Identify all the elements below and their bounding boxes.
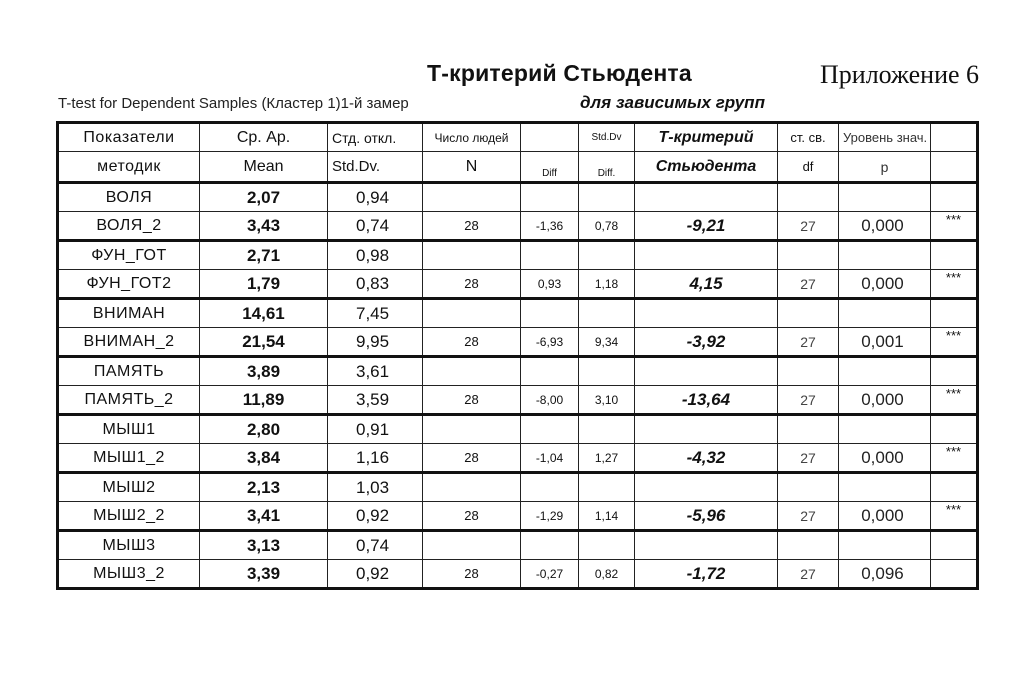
table-row-cell: -3,92 [635, 328, 778, 357]
table-row-cell [521, 415, 579, 444]
table-row-cell [579, 241, 635, 270]
table-row-cell: МЫШ1_2 [58, 444, 200, 473]
table-row-cell: -1,72 [635, 560, 778, 589]
header-row-cell: Стьюдента [635, 152, 778, 183]
table-row-cell: 0,000 [839, 444, 931, 473]
table-row-cell [579, 299, 635, 328]
table-row-cell: 0,74 [328, 531, 423, 560]
table-row-cell: ВОЛЯ [58, 183, 200, 212]
table-row-cell: 28 [423, 502, 521, 531]
table-row-cell: 1,27 [579, 444, 635, 473]
table-row-cell [521, 473, 579, 502]
table-row-cell [931, 183, 978, 212]
table-row-cell: ВНИМАН_2 [58, 328, 200, 357]
table-row-cell: 3,39 [200, 560, 328, 589]
group-label: для зависимых групп [580, 93, 765, 112]
table-row-cell: МЫШ1 [58, 415, 200, 444]
table-row [58, 386, 978, 415]
table-row-cell [778, 415, 839, 444]
table-row-cell [778, 473, 839, 502]
table-row-cell [635, 415, 778, 444]
table-row-cell [423, 473, 521, 502]
table-row-cell [579, 415, 635, 444]
table-row-cell [423, 531, 521, 560]
table-row-cell: 0,74 [328, 212, 423, 241]
table-row-cell [839, 415, 931, 444]
table-row-cell: 27 [778, 212, 839, 241]
table-row-cell: 14,61 [200, 299, 328, 328]
table-row-cell: МЫШ3_2 [58, 560, 200, 589]
table-row-cell [839, 299, 931, 328]
table-row-cell: 2,80 [200, 415, 328, 444]
table-row-cell [839, 531, 931, 560]
table-row-cell [635, 473, 778, 502]
table-row-cell: 27 [778, 444, 839, 473]
table-row-cell [778, 357, 839, 386]
header-row-cell: Т-критерий [635, 123, 778, 152]
table-row-cell: 28 [423, 212, 521, 241]
table-row-cell: 0,82 [579, 560, 635, 589]
table-row-cell [423, 415, 521, 444]
table-row-cell: МЫШ3 [58, 531, 200, 560]
table-row-cell: 1,03 [328, 473, 423, 502]
table-row-cell: 2,71 [200, 241, 328, 270]
table-row-cell: 2,13 [200, 473, 328, 502]
table-row-cell: 28 [423, 386, 521, 415]
table-row [58, 415, 978, 444]
table-row-cell [839, 183, 931, 212]
table-row-cell: 3,41 [200, 502, 328, 531]
table-row [58, 560, 978, 589]
header-row-cell: Уровень знач. [839, 123, 931, 152]
table-row-cell [635, 183, 778, 212]
table-row-cell: *** [931, 386, 978, 415]
table-row-cell: МЫШ2 [58, 473, 200, 502]
table-row-cell: 3,84 [200, 444, 328, 473]
table-row-cell: МЫШ2_2 [58, 502, 200, 531]
table-row [58, 241, 978, 270]
table-row-cell [931, 299, 978, 328]
table-row-cell: 0,001 [839, 328, 931, 357]
table-row-cell: 1,16 [328, 444, 423, 473]
table-row-cell: 9,34 [579, 328, 635, 357]
table-row-cell [931, 531, 978, 560]
table-row-cell: ПАМЯТЬ_2 [58, 386, 200, 415]
table-row-cell: *** [931, 502, 978, 531]
table-row-cell [423, 183, 521, 212]
appendix-label: Приложение 6 [820, 60, 980, 89]
table-row-cell: ВОЛЯ_2 [58, 212, 200, 241]
table-row-cell: 3,43 [200, 212, 328, 241]
page-title: Т-критерий Стьюдента [427, 60, 692, 86]
table-row-cell: 1,79 [200, 270, 328, 299]
table-row-cell: 0,92 [328, 560, 423, 589]
table-row-cell: 3,10 [579, 386, 635, 415]
table-row-cell: -8,00 [521, 386, 579, 415]
header-row [58, 152, 978, 183]
table-row [58, 531, 978, 560]
table-row [58, 212, 978, 241]
table-row-cell [839, 357, 931, 386]
header-row-cell: Std.Dv [579, 123, 635, 152]
table-row-cell: 0,000 [839, 212, 931, 241]
t-test-table [56, 121, 979, 590]
table-row-cell: ВНИМАН [58, 299, 200, 328]
table-row-cell [931, 241, 978, 270]
header-row-cell: df [778, 152, 839, 183]
table-row-cell [521, 183, 579, 212]
table-row-cell: 27 [778, 502, 839, 531]
table-row-cell: *** [931, 328, 978, 357]
table-row [58, 357, 978, 386]
header-row-cell [521, 123, 579, 152]
table-row-cell [778, 299, 839, 328]
table-row-cell: *** [931, 444, 978, 473]
header-row-cell: N [423, 152, 521, 183]
header-row-cell: методик [58, 152, 200, 183]
table-row-cell: -5,96 [635, 502, 778, 531]
header-row-cell [931, 123, 978, 152]
table-row-cell: 27 [778, 386, 839, 415]
table-row-cell [423, 299, 521, 328]
table-row-cell: 11,89 [200, 386, 328, 415]
table-row-cell: 0,78 [579, 212, 635, 241]
table-row-cell [521, 241, 579, 270]
header-row-cell: Ср. Ар. [200, 123, 328, 152]
table-row [58, 502, 978, 531]
table-row-cell: 27 [778, 328, 839, 357]
table-row-cell [423, 241, 521, 270]
table-row-cell: 1,14 [579, 502, 635, 531]
table-row-cell: 27 [778, 560, 839, 589]
table-row-cell: 9,95 [328, 328, 423, 357]
table-row-cell [635, 241, 778, 270]
table-row-cell: 3,13 [200, 531, 328, 560]
table-row-cell: ФУН_ГОТ [58, 241, 200, 270]
table-row-cell [423, 357, 521, 386]
table-row-cell: 0,94 [328, 183, 423, 212]
table-row-cell: -1,04 [521, 444, 579, 473]
table-row [58, 444, 978, 473]
table-row-cell: ФУН_ГОТ2 [58, 270, 200, 299]
table-row-cell: 3,61 [328, 357, 423, 386]
table-row-cell: 0,000 [839, 386, 931, 415]
table-row [58, 473, 978, 502]
table-row-cell: 3,59 [328, 386, 423, 415]
table-row-cell [635, 531, 778, 560]
table-row-cell: 0,91 [328, 415, 423, 444]
table-row-cell: 28 [423, 560, 521, 589]
table-row-cell: 27 [778, 270, 839, 299]
table-row-cell: -0,27 [521, 560, 579, 589]
table-row-cell [521, 357, 579, 386]
table-row-cell: 3,89 [200, 357, 328, 386]
table-row-cell: *** [931, 212, 978, 241]
table-row-cell [579, 357, 635, 386]
table-row-cell: *** [931, 270, 978, 299]
table-row-cell: 28 [423, 328, 521, 357]
header-row [58, 123, 978, 152]
table-subtitle: T-test for Dependent Samples (Кластер 1)1-й замер [58, 95, 409, 112]
table-row-cell: -1,29 [521, 502, 579, 531]
header-row-cell: Показатели [58, 123, 200, 152]
header-row-cell: Число людей [423, 123, 521, 152]
table-row-cell [521, 299, 579, 328]
table-row-cell: ПАМЯТЬ [58, 357, 200, 386]
table-row-cell: 0,83 [328, 270, 423, 299]
table-row-cell [635, 357, 778, 386]
header-row-cell [931, 152, 978, 183]
table-row-cell [931, 415, 978, 444]
header-row-cell: Стд. откл. [328, 123, 423, 152]
table-row-cell: -13,64 [635, 386, 778, 415]
header-row-cell: Diff. [579, 152, 635, 183]
table-row [58, 328, 978, 357]
table-row-cell [579, 473, 635, 502]
header-row-cell: ст. св. [778, 123, 839, 152]
table-row-cell [931, 473, 978, 502]
table-row-cell: 4,15 [635, 270, 778, 299]
table-row-cell [579, 183, 635, 212]
table-row-cell [635, 299, 778, 328]
header-row-cell: p [839, 152, 931, 183]
table-row-cell: -1,36 [521, 212, 579, 241]
header-row-cell: Std.Dv. [328, 152, 423, 183]
table-row-cell [579, 531, 635, 560]
table-row-cell [778, 183, 839, 212]
header-row-cell: Diff [521, 152, 579, 183]
table-row-cell: 1,18 [579, 270, 635, 299]
table-row-cell: 21,54 [200, 328, 328, 357]
table-row-cell: 2,07 [200, 183, 328, 212]
table-row-cell: 28 [423, 270, 521, 299]
table-row-cell: -4,32 [635, 444, 778, 473]
table-row-cell: 0,096 [839, 560, 931, 589]
table-row-cell: 0,000 [839, 270, 931, 299]
table-row-cell: 0,000 [839, 502, 931, 531]
header-row-cell: Mean [200, 152, 328, 183]
table-row-cell: -9,21 [635, 212, 778, 241]
table-row [58, 299, 978, 328]
table-row [58, 270, 978, 299]
table-row-cell: 7,45 [328, 299, 423, 328]
table-row-cell [778, 241, 839, 270]
table-row-cell [778, 531, 839, 560]
table-row-cell: -6,93 [521, 328, 579, 357]
table-row-cell: 28 [423, 444, 521, 473]
table-row-cell [839, 473, 931, 502]
table-row-cell [521, 531, 579, 560]
table-row [58, 183, 978, 212]
table-row-cell [839, 241, 931, 270]
table-row-cell [931, 357, 978, 386]
table-row-cell [931, 560, 978, 589]
table-row-cell: 0,98 [328, 241, 423, 270]
table-row-cell: 0,93 [521, 270, 579, 299]
table-row-cell: 0,92 [328, 502, 423, 531]
